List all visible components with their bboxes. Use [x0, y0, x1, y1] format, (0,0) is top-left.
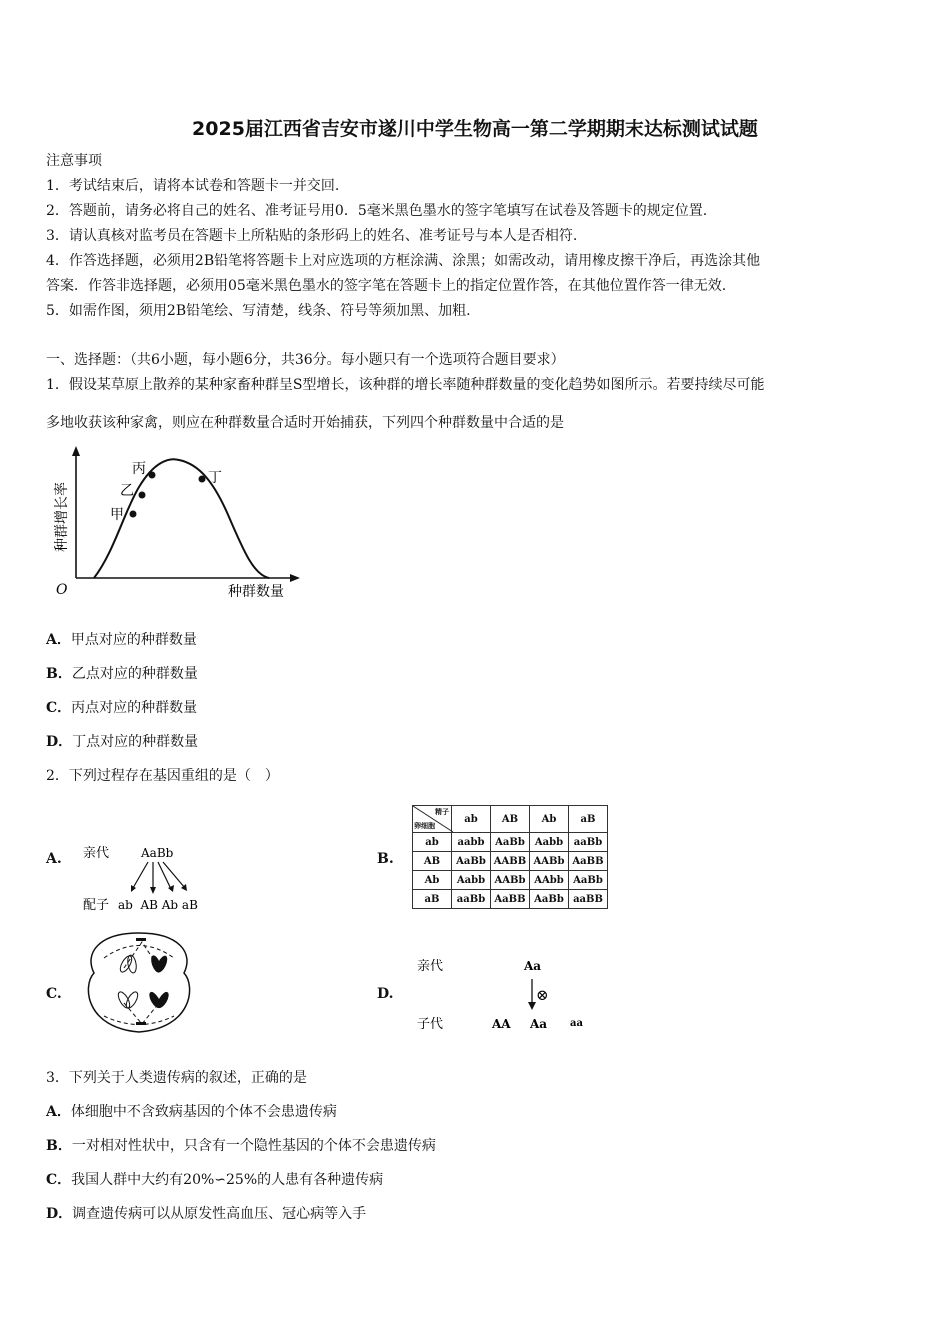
label-yi: 乙	[120, 483, 134, 499]
svg-text:AA: AA	[492, 1017, 511, 1031]
punnett-square: 精子 卵细胞 ab AB Ab aB ab aabb AaBb Aabb aaBb AB AaBb AABB AABb AaBB Ab Aabb AABb AAbb AaBb aB aaBb AaBB AaBb aaBB	[412, 805, 608, 909]
option-key: B．	[46, 1138, 72, 1154]
x-axis-label: 种群数量	[228, 584, 284, 600]
option-key: A．	[46, 632, 71, 648]
svg-text:配子: 配子	[83, 898, 110, 913]
fig-d-selfing	[412, 952, 602, 1037]
fig-a-label: A.	[46, 851, 62, 867]
option-key: A．	[46, 1104, 71, 1120]
point-yi	[139, 492, 146, 499]
fig-b-label: B.	[377, 851, 394, 867]
note-line: 答案．作答非选择题，必须用05毫米黑色墨水的签字笔在答题卡上的指定位置作答，在其他位置作答一律无效.	[46, 278, 727, 294]
section-heading: 一、选择题：（共6小题，每小题6分，共36分。每小题只有一个选项符合题目要求）	[46, 352, 565, 368]
note-line: 2．答题前，请务必将自己的姓名、准考证号用0．5毫米黑色墨水的签字笔填写在试卷及答题卡的规定位置.	[46, 203, 708, 219]
fig-d-label: D.	[377, 986, 394, 1002]
point-jia	[130, 511, 137, 518]
label-bing: 丙	[132, 461, 146, 477]
fig-c-label: C.	[46, 986, 62, 1002]
fig-c-cell-division	[84, 928, 194, 1038]
page-title: 2025届江西省吉安市遂川中学生物高一第二学期期末达标测试试题	[192, 118, 758, 140]
note-line: 1．考试结束后，请将本试卷和答题卡一并交回.	[46, 178, 340, 194]
label-ding: 丁	[208, 470, 222, 486]
svg-text:子代: 子代	[417, 1017, 444, 1032]
x-axis-arrow-icon	[290, 574, 300, 582]
option-text: 调查遗传病可以从原发性高血压、冠心病等入手	[72, 1206, 367, 1222]
note-line: 5．如需作图，须用2B铅笔绘、写清楚，线条、符号等须加黑、加粗.	[46, 303, 471, 319]
option-key: D．	[46, 1206, 73, 1222]
option-text: 乙点对应的种群数量	[71, 666, 198, 682]
option-key: B．	[46, 666, 72, 682]
option-text: 丙点对应的种群数量	[71, 700, 198, 716]
option-text: 一对相对性状中，只含有一个隐性基因的个体不会患遗传病	[71, 1138, 436, 1154]
y-axis-label: 种群增长率	[54, 482, 70, 552]
option-text: 我国人群中大约有20%∽25%的人患有各种遗传病	[71, 1172, 384, 1188]
self-cross-icon: ⊗	[536, 986, 549, 1004]
fig-a-gametes	[80, 842, 220, 917]
q1-text: 多地收获该种家禽，则应在种群数量合适时开始捕获，下列四个种群数量中合适的是	[46, 415, 564, 431]
q3-text: 3．下列关于人类遗传病的叙述，正确的是	[46, 1070, 307, 1086]
q2-text: 2．下列过程存在基因重组的是（ ）	[46, 768, 279, 784]
svg-text:Aa: Aa	[530, 1017, 548, 1031]
option-text: 甲点对应的种群数量	[70, 632, 197, 648]
q1-text: 1．假设某草原上散养的某种家畜种群呈S型增长，该种群的增长率随种群数量的变化趋势如图所示。若要持续尽可能	[46, 377, 765, 393]
y-axis-arrow-icon	[72, 446, 80, 456]
svg-text:aa: aa	[570, 1018, 583, 1029]
option-key: C．	[46, 700, 72, 716]
note-line: 3．请认真核对监考员在答题卡上所粘贴的条形码上的姓名、准考证号与本人是否相符.	[46, 228, 578, 244]
svg-text:亲代: 亲代	[83, 846, 110, 861]
growth-rate-graph	[44, 442, 304, 602]
svg-text:亲代: 亲代	[417, 959, 444, 974]
option-key: D．	[46, 734, 73, 750]
corner-cell: 精子 卵细胞	[413, 806, 452, 833]
notes-heading: 注意事项	[46, 153, 102, 169]
arrow-down-icon	[528, 1002, 536, 1010]
option-text: 体细胞中不含致病基因的个体不会患遗传病	[70, 1104, 337, 1120]
origin-label: O	[56, 582, 68, 598]
note-line: 4．作答选择题，必须用2B铅笔将答题卡上对应选项的方框涂满、涂黑；如需改动，请用橡皮擦干净后，再选涂其他	[46, 253, 761, 269]
svg-text:Aa: Aa	[524, 959, 542, 973]
svg-text:AaBb: AaBb	[141, 846, 174, 860]
label-jia: 甲	[110, 507, 124, 523]
option-key: C．	[46, 1172, 72, 1188]
svg-text:ab AB Ab aB: ab AB Ab aB	[118, 898, 198, 912]
point-ding	[199, 476, 206, 483]
option-text: 丁点对应的种群数量	[72, 734, 199, 750]
point-bing	[149, 472, 156, 479]
